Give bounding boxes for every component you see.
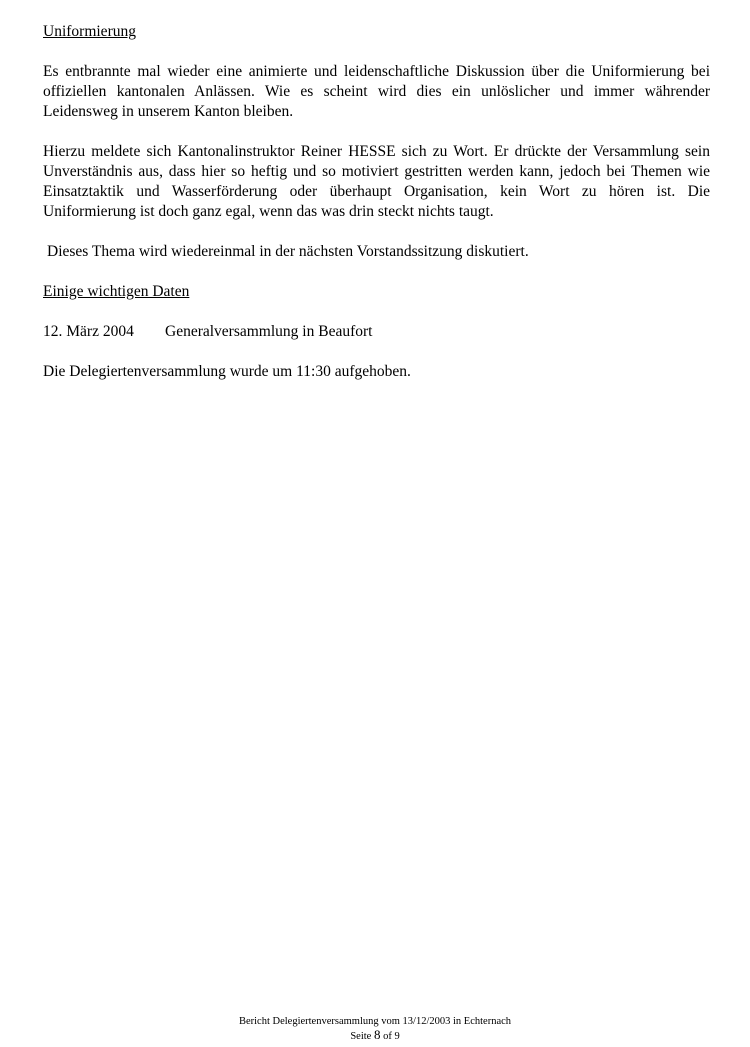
footer-page-of: of (383, 1031, 392, 1042)
section-heading-uniformierung: Uniformierung (43, 23, 136, 40)
footer-page-total: 9 (394, 1031, 400, 1042)
paragraph-next-meeting: Dieses Thema wird wiedereinmal in der nächsten Vorstandssitzung diskutiert. (47, 243, 529, 260)
footer-page-number (0, 1028, 750, 1043)
date-entry-event: Generalversammlung in Beaufort (165, 323, 373, 340)
document-body (43, 22, 710, 402)
paragraph-hesse-statement: Hierzu meldete sich Kantonalinstruktor Reiner HESSE sich zu Wort. Er drückte der Versammlung sein Unverständnis aus, dass hier so heftig und so motiviert gestritten werden kann, jedoch bei Themen wie Einsatztaktik und Wasserförderung oder überhaupt Organisation, kein Wort zu hören ist. Die Uniformierung ist doch ganz egal, wenn das was drin steckt nichts taugt. (43, 143, 710, 220)
paragraph-closing: Die Delegiertenversammlung wurde um 11:30 aufgehoben. (43, 363, 411, 380)
footer-report-title: Bericht Delegiertenversammlung vom 13/12/2003 in Echternach (238, 1016, 512, 1027)
footer-page-prefix: Seite (350, 1031, 372, 1042)
date-entry-date: 12. März 2004 (43, 323, 134, 340)
paragraph-uniform-discussion: Es entbrannte mal wieder eine animierte und leidenschaftliche Diskussion über die Uniformierung bei offiziellen kantonalen Anlässen. Wie es scheint wird dies ein unlöslicher und immer währender Leidensweg in unserem Kanton bleiben. (43, 63, 710, 120)
date-entry (43, 322, 710, 342)
page-footer (0, 1015, 750, 1043)
footer-page-current: 8 (373, 1027, 381, 1042)
section-heading-dates: Einige wichtigen Daten (43, 283, 190, 300)
